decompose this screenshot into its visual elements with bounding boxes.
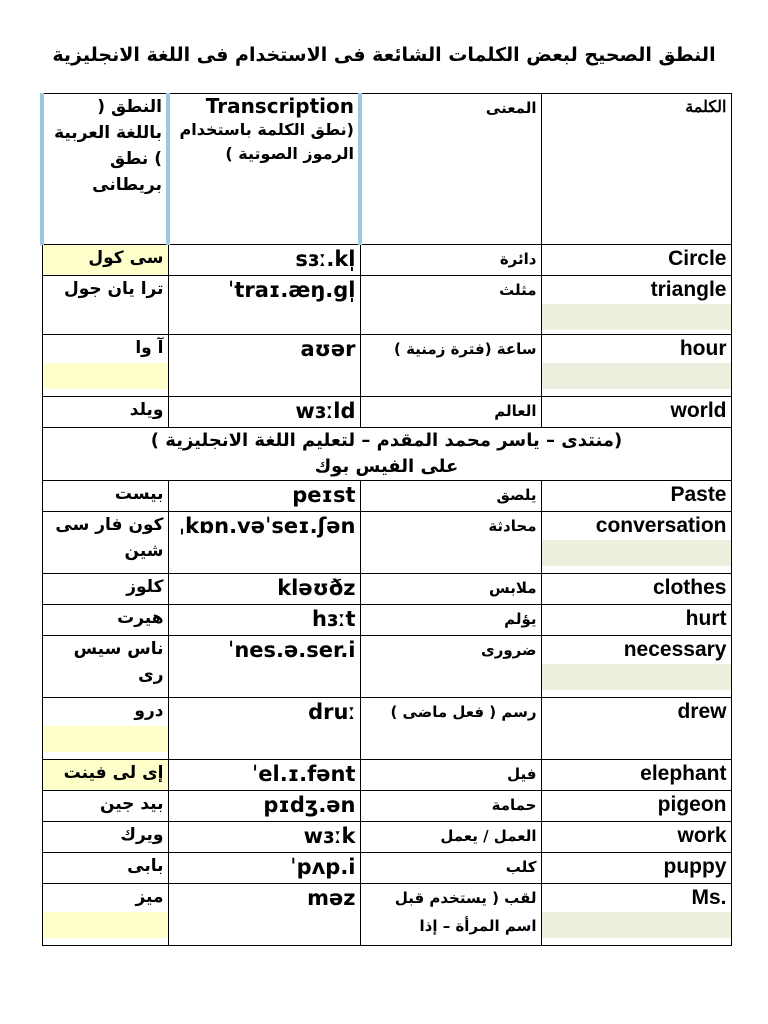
word-text: Paste	[670, 483, 727, 506]
table-row	[42, 822, 731, 853]
table-row	[42, 605, 731, 636]
vocabulary-table	[40, 93, 732, 946]
arabic-pronunciation-text: آ وا	[135, 338, 164, 358]
transcription-cell	[168, 481, 360, 512]
transcription-text: ˈtraɪ.æŋ.gl̩	[227, 278, 356, 302]
transcription-text: ˈnes.ə.ser.i	[227, 638, 356, 662]
word-text: triangle	[650, 278, 727, 301]
meaning-cell	[360, 605, 541, 636]
transcription-cell	[168, 636, 360, 698]
arabic-pronunciation-text: بيست	[114, 484, 164, 504]
table-row	[42, 698, 731, 760]
transcription-text: məz	[307, 886, 356, 910]
meaning-cell	[360, 481, 541, 512]
meaning-cell	[360, 574, 541, 605]
meaning-cell	[360, 245, 541, 276]
table-row	[42, 884, 731, 946]
transcription-cell	[168, 574, 360, 605]
arabic-pronunciation-cell	[42, 335, 168, 397]
arabic-pronunciation-text: ناس سيس رى	[73, 639, 164, 685]
table-row	[42, 636, 731, 698]
meaning-cell	[360, 636, 541, 698]
word-text: drew	[677, 700, 727, 723]
table-row	[42, 397, 731, 428]
meaning-cell	[360, 853, 541, 884]
arabic-pronunciation-text: هيرت	[117, 608, 164, 628]
word-text: elephant	[640, 762, 727, 785]
arabic-pronunciation-cell	[42, 512, 168, 574]
word-cell	[541, 605, 731, 636]
transcription-cell	[168, 822, 360, 853]
table-row	[42, 335, 731, 397]
forum-banner	[42, 428, 731, 481]
transcription-cell	[168, 276, 360, 335]
word-text: world	[670, 399, 727, 422]
word-cell	[541, 512, 731, 574]
meaning-cell	[360, 335, 541, 397]
word-cell	[541, 276, 731, 335]
banner-line-1: (منتدى – ياسر محمد المقدم – لتعليم اللغة الانجليزية )	[150, 430, 623, 451]
header-word: الكلمة	[541, 94, 731, 245]
arabic-pronunciation-cell	[42, 853, 168, 884]
word-text: clothes	[652, 576, 727, 599]
table-row	[42, 245, 731, 276]
meaning-text: لقب ( يستخدم قبل اسم المرأة – إذا	[394, 889, 537, 935]
transcription-text: ˌkɒn.vəˈseɪ.ʃən	[178, 514, 356, 538]
arabic-pronunciation-cell	[42, 698, 168, 760]
header-transcription-label: Transcription	[205, 94, 354, 118]
word-cell	[541, 574, 731, 605]
word-cell	[541, 884, 731, 946]
table-row	[42, 791, 731, 822]
arabic-pronunciation-cell	[42, 760, 168, 791]
word-text: Circle	[668, 247, 727, 270]
meaning-text: العالم	[494, 402, 537, 420]
arabic-pronunciation-cell	[42, 574, 168, 605]
transcription-text: druː	[308, 700, 356, 724]
meaning-cell	[360, 512, 541, 574]
transcription-cell	[168, 397, 360, 428]
transcription-cell	[168, 698, 360, 760]
transcription-text: ˈpʌp.i	[290, 855, 356, 879]
transcription-cell	[168, 791, 360, 822]
header-row	[42, 94, 731, 245]
meaning-text: العمل / يعمل	[440, 827, 537, 845]
rows-group-b	[42, 481, 731, 946]
arabic-pronunciation-cell	[42, 245, 168, 276]
arabic-pronunciation-cell	[42, 276, 168, 335]
meaning-text: ساعة (فترة زمنية )	[394, 340, 537, 358]
transcription-text: sɜː.kl̩	[295, 247, 356, 271]
table-row	[42, 481, 731, 512]
meaning-text: يلصق	[496, 486, 537, 504]
table-row	[42, 574, 731, 605]
arabic-pronunciation-cell	[42, 481, 168, 512]
arabic-pronunciation-text: كلوز	[126, 577, 164, 597]
transcription-cell	[168, 335, 360, 397]
header-transcription-note: (نطق الكلمة باستخدام الرموز الصوتية )	[179, 120, 354, 163]
meaning-text: فيل	[507, 765, 537, 783]
word-cell	[541, 853, 731, 884]
word-text: pigeon	[657, 793, 727, 816]
meaning-text: دائرة	[499, 250, 537, 268]
word-cell	[541, 698, 731, 760]
meaning-cell	[360, 276, 541, 335]
header-arabic-pronunciation: النطق ( باللغة العربية ) نطق بريطانى	[42, 94, 168, 245]
arabic-pronunciation-cell	[42, 884, 168, 946]
transcription-text: hɜːt	[311, 607, 356, 631]
meaning-text: ضرورى	[480, 641, 537, 659]
word-text: puppy	[663, 855, 727, 878]
arabic-pronunciation-text: ترا يان جول	[63, 279, 164, 299]
arabic-pronunciation-text: ويلد	[129, 400, 164, 420]
arabic-pronunciation-cell	[42, 822, 168, 853]
arabic-pronunciation-text: ويرك	[120, 825, 164, 845]
word-cell	[541, 397, 731, 428]
meaning-cell	[360, 822, 541, 853]
meaning-text: مثلث	[499, 281, 537, 299]
transcription-text: wɜːk	[303, 824, 356, 848]
word-cell	[541, 481, 731, 512]
table-row	[42, 760, 731, 791]
transcription-cell	[168, 884, 360, 946]
arabic-pronunciation-cell	[42, 605, 168, 636]
transcription-text: peɪst	[292, 483, 356, 507]
transcription-text: kləʊðz	[277, 576, 356, 600]
arabic-pronunciation-text: بيد جين	[99, 794, 164, 814]
transcription-text: aʊər	[300, 337, 356, 361]
word-text: hurt	[685, 607, 727, 630]
meaning-cell	[360, 698, 541, 760]
transcription-cell	[168, 245, 360, 276]
arabic-pronunciation-text: كون فار سى شين	[55, 515, 164, 561]
arabic-pronunciation-text: ميز	[135, 887, 164, 907]
meaning-cell	[360, 760, 541, 791]
word-text: work	[677, 824, 727, 847]
transcription-cell	[168, 760, 360, 791]
arabic-pronunciation-cell	[42, 397, 168, 428]
table-row	[42, 853, 731, 884]
meaning-cell	[360, 884, 541, 946]
transcription-cell	[168, 512, 360, 574]
transcription-text: pɪdʒ.ən	[263, 793, 356, 817]
meaning-text: كلب	[505, 858, 537, 876]
meaning-cell	[360, 397, 541, 428]
banner-line-2: على الفيس بوك	[314, 456, 459, 477]
table-row	[42, 276, 731, 335]
page-title: النطق الصحيح لبعض الكلمات الشائعة فى الاستخدام فى اللغة الانجليزية	[52, 44, 716, 66]
meaning-text: ملابس	[488, 579, 537, 597]
table-row	[42, 512, 731, 574]
word-cell	[541, 760, 731, 791]
meaning-text: محادثة	[488, 517, 537, 535]
meaning-cell	[360, 791, 541, 822]
meaning-text: يؤلم	[504, 610, 537, 628]
arabic-pronunciation-text: سى كول	[88, 248, 164, 268]
rows-group-a	[42, 245, 731, 428]
word-cell	[541, 245, 731, 276]
arabic-pronunciation-text: بابى	[127, 856, 164, 876]
meaning-text: حمامة	[491, 796, 537, 814]
arabic-pronunciation-text: درو	[134, 701, 164, 721]
transcription-text: ˈel.ɪ.fənt	[251, 762, 356, 786]
arabic-pronunciation-cell	[42, 791, 168, 822]
word-cell	[541, 335, 731, 397]
meaning-text: رسم ( فعل ماضى )	[390, 703, 537, 721]
word-text: conversation	[595, 514, 727, 537]
banner-row	[42, 428, 731, 481]
word-text: Ms.	[691, 886, 727, 909]
arabic-pronunciation-cell	[42, 636, 168, 698]
header-meaning: المعنى	[360, 94, 541, 245]
arabic-pronunciation-text: إى لى فينت	[63, 763, 164, 783]
word-cell	[541, 791, 731, 822]
header-transcription	[168, 94, 360, 245]
word-cell	[541, 636, 731, 698]
word-text: hour	[679, 337, 727, 360]
transcription-cell	[168, 605, 360, 636]
word-cell	[541, 822, 731, 853]
word-text: necessary	[623, 638, 727, 661]
transcription-text: wɜːld	[295, 399, 356, 423]
transcription-cell	[168, 853, 360, 884]
